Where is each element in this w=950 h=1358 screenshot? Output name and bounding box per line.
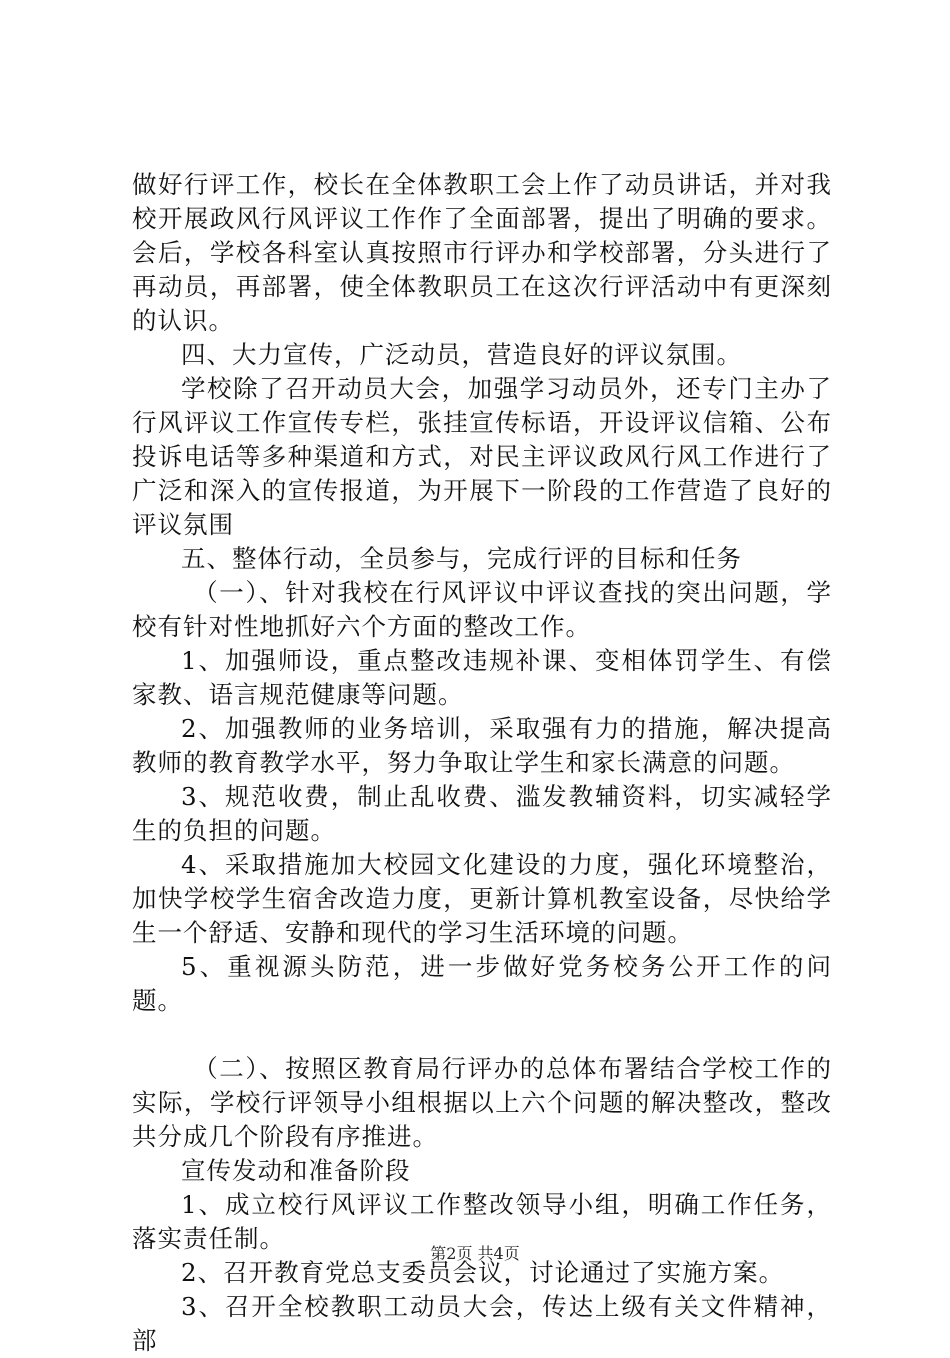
section-heading-5: 五、整体行动，全员参与，完成行评的目标和任务 [181,544,742,573]
paragraph-3: 学校除了召开动员大会，加强学习动员外，还专门主办了行风评议工作宣传专栏，张挂宣传标语，开设评议信箱、公布投诉电话等多种渠道和方式，对民主评议政风行风工作进行了广泛和深入的宣传报道，为开展下一阶段的工作营造了良好的评议氛围 [132,374,832,539]
paragraph-1: 做好行评工作，校长在全体教职工会上作了动员讲话，并对我校开展政风行风评议工作作了全面部署，提出了明确的要求。会后，学校各科室认真按照市行评办和学校部署，分头进行了再动员，再部署，使全体教职员工在这次行评活动中有更深刻的认识。 [132,170,832,335]
list-item-3: 3、规范收费，制止乱收费、滥发教辅资料，切实减轻学生的负担的问题。 [132,782,832,845]
stage-item-2: 2、召开教育党总支委员会议，讨论通过了实施方案。 [181,1258,785,1287]
paragraph-gap [132,1018,832,1052]
list-item-4: 4、采取措施加大校园文化建设的力度，强化环境整治，加快学校学生宿舍改造力度，更新计算机教室设备，尽快给学生一个舒适、安静和现代的学习生活环境的问题。 [132,850,832,947]
section-heading-4: 四、大力宣传，广泛动员，营造良好的评议氛围。 [181,340,742,369]
stage-heading: 宣传发动和准备阶段 [181,1156,411,1185]
subsection-2: （二）、按照区教育局行评办的总体布署结合学校工作的实际，学校行评领导小组根据以上六个问题的解决整改，整改共分成几个阶段有序推进。 [132,1054,832,1151]
stage-item-3: 3、召开全校教职工动员大会，传达上级有关文件精神，部 [132,1292,832,1355]
list-item-5: 5、重视源头防范，进一步做好党务校务公开工作的问题。 [132,952,832,1015]
list-item-2: 2、加强教师的业务培训，采取强有力的措施，解决提高教师的教育教学水平，努力争取让学生和家长满意的问题。 [132,714,832,777]
document-body [132,168,832,1358]
page-number-footer: 第2页 共4页 [430,1244,520,1263]
list-item-1: 1、加强师设，重点整改违规补课、变相体罚学生、有偿家教、语言规范健康等问题。 [132,646,832,709]
stage-item-1: 1、成立校行风评议工作整改领导小组，明确工作任务，落实责任制。 [132,1190,832,1253]
subsection-1: （一）、针对我校在行风评议中评议查找的突出问题，学校有针对性地抓好六个方面的整改工作。 [132,578,832,641]
